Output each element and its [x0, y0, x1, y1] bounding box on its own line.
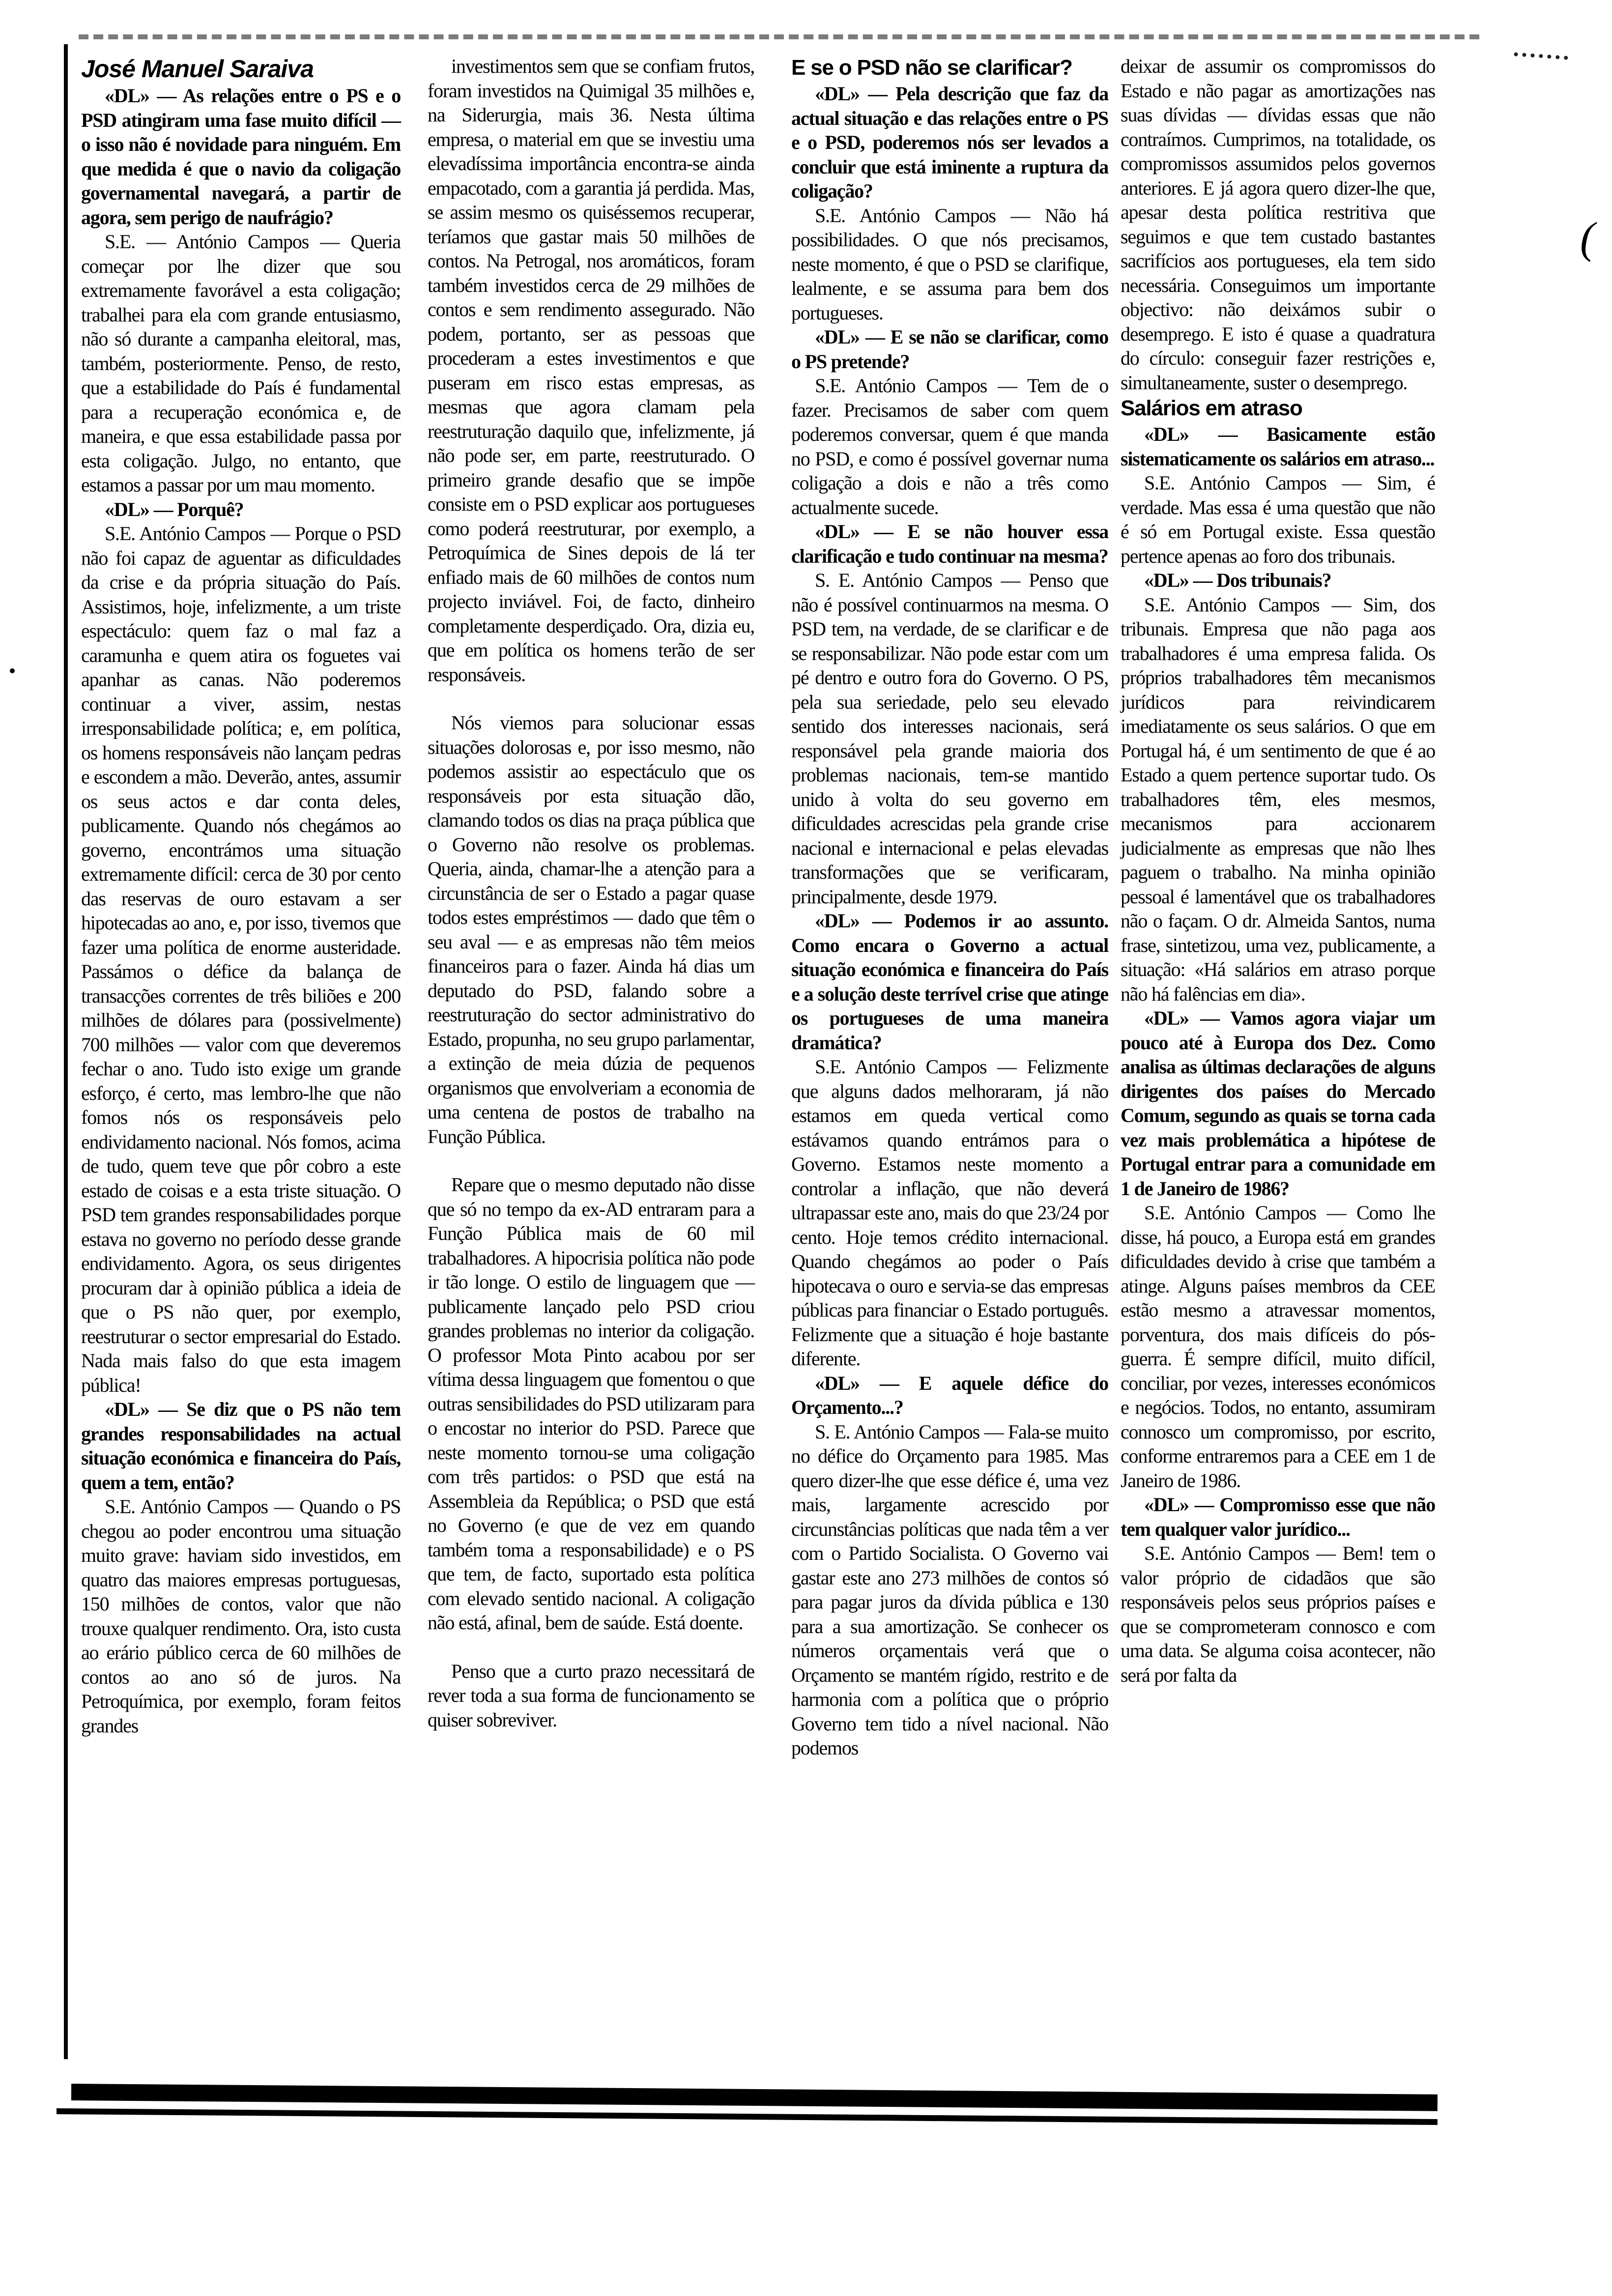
scan-noise-top	[79, 34, 1479, 54]
interview-question: «DL» — Vamos agora viajar um pouco até à Europa dos Dez. Como analisa as últimas declarações de alguns dirigentes dos países do Mercado Comum, segundo as quais se torna cada vez mais problemática a hipótese de Portugal entrar para a comunidade em 1 de Janeiro de 1986?	[1121, 1007, 1435, 1200]
article-column-4	[1121, 54, 1435, 1687]
speaker-label: S.E. António Campos —	[815, 1056, 1027, 1078]
speaker-label: S. E. António Campos —	[815, 569, 1029, 591]
interview-question: «DL» — Porquê?	[105, 498, 244, 520]
article-column-3	[791, 54, 1108, 1760]
byline: José Manuel Saraiva	[81, 55, 314, 83]
body-paragraph: Penso que a curto prazo necessitará de rever toda a sua forma de funcionamento se quiser sobreviver.	[428, 1660, 754, 1731]
body-paragraph: deixar de assumir os compromissos do Estado e não pagar as amortizações nas suas dívidas — dívidas essas que não contraímos. Cumprimos, na totalidade, os compromissos assumidos pelos governos anteriores. E já agora quero dizer-lhe que, apesar desta política restritiva que seguimos e que tem custado bastantes sacrifícios aos portugueses, ela tem sido necessária. Conseguimos um importante objectivo: não deixámos subir o desemprego. E isto é quase a quadratura do círculo: conseguir fazer restrições e, simultaneamente, suster o desemprego.	[1121, 55, 1435, 394]
bottom-rule-thin	[57, 2108, 1438, 2125]
interview-answer: S.E. António Campos — Quando o PS chegou ao poder encontrou uma situação muito grave: haviam sido investidos, em quatro das maiores empresas portuguesas, 150 milhões de contos, valor que não trouxe qualquer rendimento. Ora, isto custa ao erário público cerca de 60 milhões de contos ao ano só de juros. Na Petroquímica, por exemplo, foram feitos grandes	[81, 1495, 401, 1737]
article-column-2	[428, 54, 754, 1732]
interview-answer: S. E. António Campos — Penso que não é possível continuarmos na mesma. O PSD tem, na verdade, de se clarificar e de se responsabilizar. Não pode estar com um pé dentro e outro fora do Governo. O PS, pela sua seriedade, pelo seu elevado sentido dos interesses nacionais, será responsável pela grande maioria dos problemas nacionais, tem-se mantido unido à volta do seu governo em dificuldades acrescidas pela grande crise nacional e internacional e pelas elevadas transformações que se verificaram, principalmente, desde 1979.	[791, 569, 1108, 908]
interview-question: «DL» — Podemos ir ao assunto. Como encara o Governo a actual situação económica e financeira do País e a solução deste terrível crise que atinge os portugueses de uma maneira dramática?	[791, 910, 1108, 1054]
interview-question: «DL» — E se não se clarificar, como o PS pretende?	[791, 326, 1108, 373]
subheading: E se o PSD não se clarificar?	[791, 56, 1072, 80]
speaker-label: S.E. António Campos —	[1144, 593, 1363, 616]
interview-question: «DL» — Basicamente estão sistematicamente os salários em atraso...	[1121, 423, 1435, 470]
body-paragraph: Repare que o mesmo deputado não disse que só no tempo da ex-AD entraram para a Função Pública mais de 60 mil trabalhadores. A hipocrisia política não pode ir tão longe. O estilo de linguagem que — publicamente lançado pelo PSD criou grandes problemas no interior da coligação. O professor Mota Pinto acabou por ser vítima dessa linguagem que fomentou o que outras sensibilidades do PSD utilizaram para o encostar no interior do PSD. Parece que neste momento tornou-se uma coligação com três partidos: o PSD que está na Assembleia da República; o PSD que está no Governo (e que de vez em quando também toma a responsabilidade) e o PS que tem, de facto, suportado esta política com elevado sentido nacional. A coligação não está, afinal, bem de saúde. Está doente.	[428, 1174, 754, 1634]
speaker-label: S.E. António Campos —	[105, 522, 295, 545]
interview-question: «DL» — As relações entre o PS e o PSD atingiram uma fase muito difícil — o isso não é novidade para ninguém. Em que medida é que o navio da coligação governamental navegará, a partir de agora, sem perigo de naufrágio?	[81, 85, 401, 229]
body-paragraph: Nós viemos para solucionar essas situações dolorosas e, por isso mesmo, não podemos assistir ao espectáculo que os responsáveis por esta situação dão, clamando todos os dias na praça pública que o Governo não resolve os problemas. Queria, ainda, chamar-lhe a atenção para a circunstância de ser o Estado a pagar quase todos estes empréstimos — dado que têm o seu aval — e as empresas não têm meios financeiros para o fazer. Ainda há dias um deputado do PSD, falando sobre a reestruturação do sector administrativo do Estado, propunha, no seu grupo parlamentar, a extinção de meia dúzia de pequenos organismos que envolveriam a economia de uma centena de postos de trabalho na Função Pública.	[428, 712, 754, 1148]
speaker-label: S.E. — António Campos —	[105, 230, 351, 253]
column-body	[1121, 54, 1435, 1687]
column-body	[81, 84, 401, 1738]
interview-answer: S.E. António Campos — Felizmente que alguns dados melhoraram, já não estamos em queda vertical como estávamos quando entrámos para o Governo. Estamos neste momento a controlar a inflação, que não deverá ultrapassar este ano, mais do que 23/24 por cento. Hoje temos crédito internacional. Quando chegámos ao poder o País hipotecava o ouro e servia-se das empresas públicas para financiar o Estado português. Felizmente que a situação é hoje bastante diferente.	[791, 1056, 1108, 1370]
interview-answer: S.E. António Campos — Sim, dos tribunais. Empresa que não paga aos trabalhadores é uma empresa falida. Os próprios trabalhadores têm mecanismos jurídicos para reivindicarem imediatamente os seus salários. O que em Portugal há, é um sentimento de que é ao Estado a quem pertence suportar tudo. Os trabalhadores têm, eles mesmos, mecanismos para accionarem judicialmente as empresas que não lhes paguem o trabalho. Na minha opinião pessoal é lamentável que os trabalhadores não o façam. O dr. Almeida Santos, numa frase, sintetizou, uma vez, publicamente, a situação: «Há salários em atraso porque não há falências em dia».	[1121, 593, 1435, 1005]
scan-artifact-dot	[10, 668, 15, 673]
interview-question: «DL» — Pela descrição que faz da actual situação e das relações entre o PS e o PSD, poderemos nós ser levados a concluir que está iminente a ruptura da coligação?	[791, 83, 1108, 202]
speaker-label: S.E. António Campos —	[1144, 1542, 1343, 1564]
interview-answer: S.E. António Campos — Tem de o fazer. Precisamos de saber com quem poderemos conversar, quem é que manda no PSD, e como é possível governar numa coligação a dois e não a três como actualmente sucede.	[791, 374, 1108, 518]
subheading: Salários em atraso	[1121, 396, 1302, 420]
interview-answer: S.E. António Campos — Não há possibilidades. O que nós precisamos, neste momento, é que o PSD se clarifique, lealmente, e se assuma para bem dos portugueses.	[791, 204, 1108, 324]
speaker-label: S.E. António Campos —	[815, 204, 1045, 227]
interview-answer: S. E. António Campos — Fala-se muito no défice do Orçamento para 1985. Mas quero dizer-lhe que esse défice é, uma vez mais, largamente acrescido por circunstâncias políticas que nada têm a ver com o Partido Socialista. O Governo vai gastar este ano 273 milhões de contos só para pagar juros da dívida pública e 130 para a sua amortização. Se conhecer os números orçamentais verá que o Orçamento se mantém rígido, restrito e de harmonia com a política que o próprio Governo tem tido a nível nacional. Não podemos	[791, 1420, 1108, 1759]
interview-answer: S.E. António Campos — Bem! tem o valor próprio de cidadãos que são responsáveis pelos seus próprios países e que se comprometeram connosco e com uma data. Se alguma coisa acontecer, não será por falta da	[1121, 1542, 1435, 1686]
article-column-1	[81, 54, 401, 1738]
speaker-label: S.E. António Campos —	[1144, 1202, 1356, 1224]
left-border-rule	[64, 44, 68, 2059]
speaker-label: S.E. António Campos —	[1144, 472, 1377, 494]
column-body	[791, 82, 1108, 1760]
interview-question: «DL» — Dos tribunais?	[1144, 569, 1331, 591]
interview-answer: S.E. António Campos — Como lhe disse, há pouco, a Europa está em grandes dificuldades devido à crise que também a atinge. Alguns países membros da CEE estão mesmo a atravessar momentos, porventura, dos mais difíceis do pós-guerra. É sempre difícil, muito difícil, conciliar, por vezes, interesses económicos e negócios. Todos, no entanto, assumiram connosco um compromisso, por escrito, conforme entraremos para a CEE em 1 de Janeiro de 1986.	[1121, 1202, 1435, 1492]
interview-answer: S.E. António Campos — Sim, é verdade. Mas essa é uma questão que não é só em Portugal existe. Essa questão pertence apenas ao foro dos tribunais.	[1121, 472, 1435, 567]
bottom-rule-thick	[71, 2084, 1438, 2111]
interview-answer: S.E. António Campos — Porque o PSD não foi capaz de aguentar as dificuldades da crise e da própria situação do País. Assistimos, hoje, infelizmente, a um triste espectáculo: quem faz o mal faz a caramunha e quem atira os foguetes vai apanhar as canas. Não poderemos continuar a viver, assim, nestas irresponsabilidade política; e, em política, os homens responsáveis não lançam pedras e escondem a mão. Deverão, antes, assumir os seus actos e dar conta deles, publicamente. Quando nós chegámos ao governo, encontrámos uma situação extremamente difícil: cerca de 30 por cento das reservas de ouro estavam a ser hipotecadas ao ano, e, por isso, tivemos que fazer uma política de enorme austeridade. Passámos o défice da balança de transacções correntes de três biliões e 200 milhões de dólares para (possivelmente) 700 milhões — valor com que deveremos fechar o ano. Tudo isto exige um grande esforço, é certo, mas lembro-lhe que não fomos nós os responsáveis pelo endividamento nacional. Nós fomos, acima de tudo, quem teve que pôr cobro a este estado de coisas e a esta triste situação. O PSD tem grandes responsabilidades porque estava no governo no período desse grande endividamento. Agora, os seus dirigentes procuram dar à opinião pública a ideia de que o PS não quer, por exemplo, reestruturar o sector empresarial do Estado. Nada mais falso do que esta imagem pública!	[81, 522, 401, 1396]
scan-artifact-mark: (	[1580, 214, 1595, 262]
body-paragraph: investimentos sem que se confiam frutos, foram investidos na Quimigal 35 milhões e, na Siderurgia, mais 36. Nesta última empresa, o material em que se investiu uma elevadíssima importância encontra-se ainda empacotado, com a garantia já perdida. Mas, se assim mesmo os quiséssemos recuperar, teríamos que gastar mais 50 milhões de contos. Na Petrogal, nos aromáticos, foram também investidos cerca de 29 milhões de contos e sem rendimento assegurado. Não podem, portanto, ser as pessoas que procederam a estes investimentos e que puseram em risco estas empresas, as mesmas que agora clamam pela reestruturação daquilo que, infelizmente, já não pode ser, em parte, reestruturado. O primeiro grande desafio que se impõe consiste em o PSD explicar aos portugueses como poderá reestruturar, por exemplo, a Petroquímica de Sines depois de lá ter enfiado mais de 60 milhões de contos num projecto inviável. Foi, de facto, dinheiro completamente desperdiçado. Ora, dizia eu, que em política os homens terão de ser responsáveis.	[428, 55, 754, 686]
interview-question: «DL» — Compromisso esse que não tem qualquer valor jurídico...	[1121, 1493, 1435, 1540]
speaker-label: S.E. António Campos —	[815, 374, 1028, 397]
column-body	[428, 54, 754, 1732]
speaker-label: S. E. António Campos —	[815, 1420, 1008, 1443]
interview-question: «DL» — E aquele défice do Orçamento...?	[791, 1372, 1108, 1418]
speaker-label: S.E. António Campos —	[105, 1495, 300, 1518]
interview-question: «DL» — E se não houver essa clarificação e tudo continuar na mesma?	[791, 520, 1108, 567]
interview-question: «DL» — Se diz que o PS não tem grandes responsabilidades na actual situação económica e financeira do País, quem a tem, então?	[81, 1398, 401, 1493]
interview-answer: S.E. — António Campos — Queria começar por lhe dizer que sou extremamente favorável a esta coligação; trabalhei para ela com grande entusiasmo, não só durante a campanha eleitoral, mas, também, posteriormente. Penso, de resto, que a estabilidade do País é fundamental para a recuperação económica e, de maneira, e que essa estabilidade passa por esta coligação. Julgo, no entanto, que estamos a passar por um mau momento.	[81, 230, 401, 496]
scan-artifact-scribble	[1513, 52, 1568, 66]
